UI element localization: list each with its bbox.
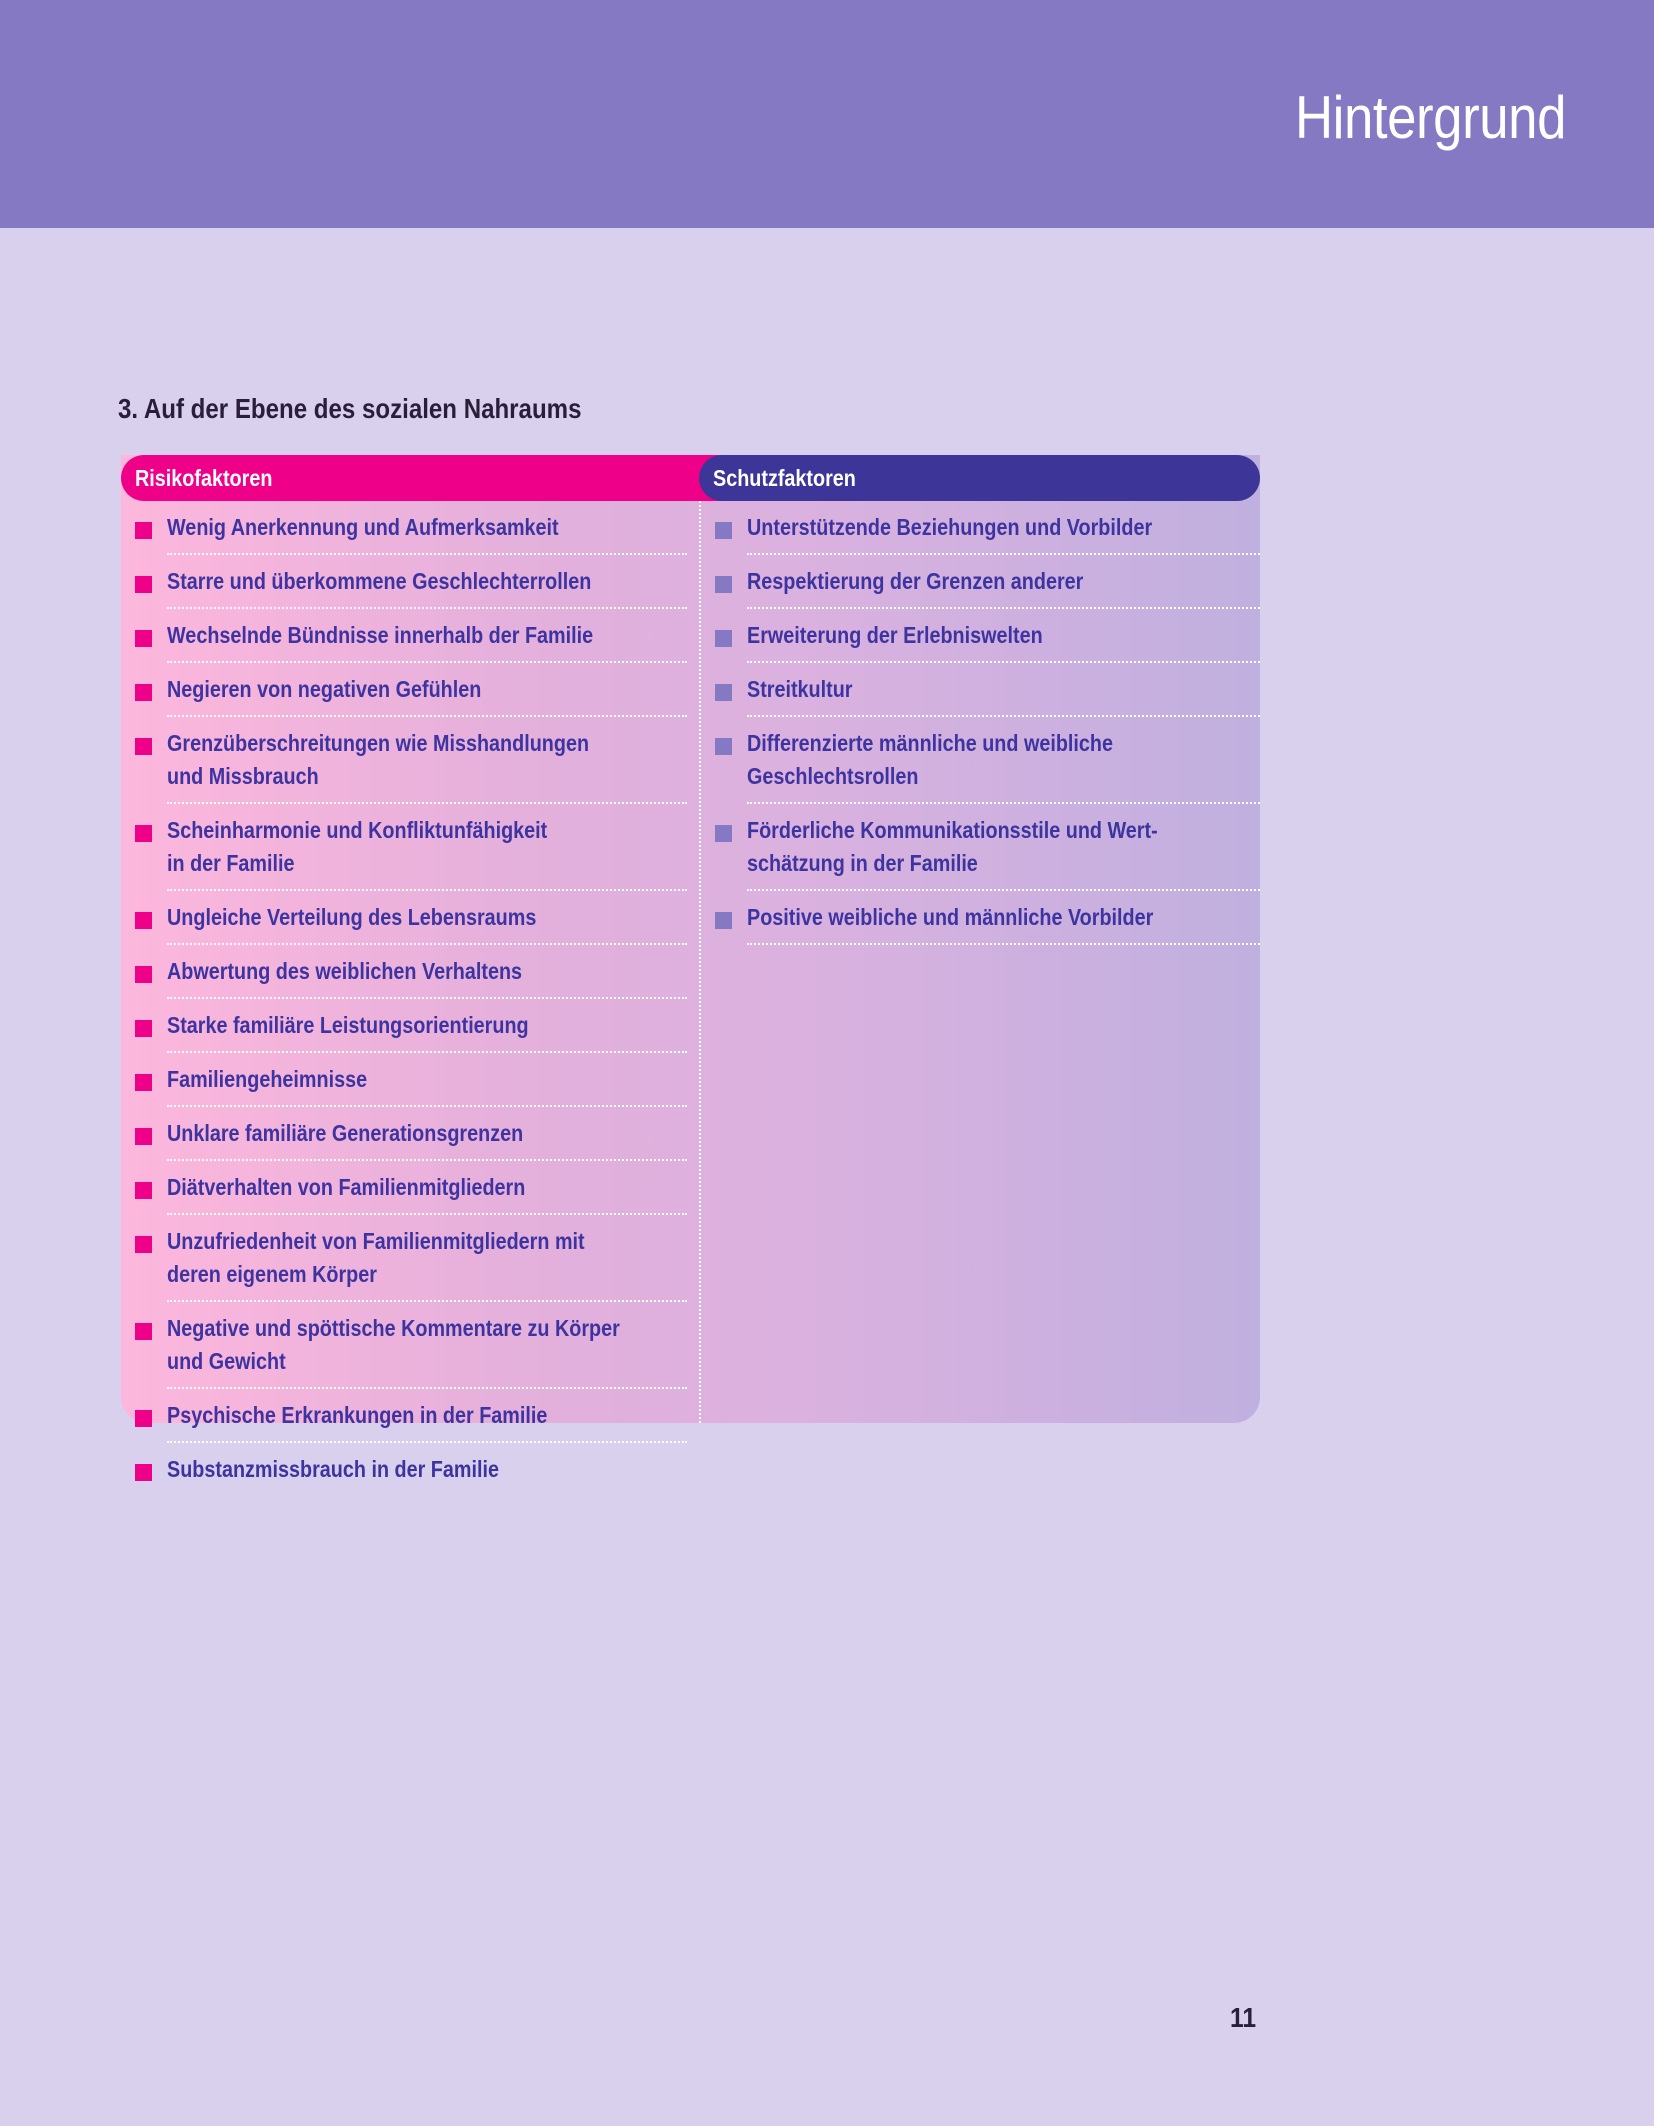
square-bullet-icon — [715, 825, 732, 842]
risk-factor-text — [167, 673, 481, 706]
protect-factor-item — [701, 609, 1260, 663]
risk-factor-item — [121, 891, 687, 945]
risk-factor-text — [167, 511, 559, 544]
risk-factor-text — [167, 1117, 523, 1150]
page-title: Hintergrund — [1294, 84, 1566, 151]
risk-factor-line: Negative und spöttische Kommentare zu Körper — [167, 1315, 620, 1341]
risk-factor-line: Unklare familiäre Generationsgrenzen — [167, 1120, 524, 1146]
risk-factor-item — [121, 717, 687, 804]
risk-column-header — [121, 455, 721, 501]
square-bullet-icon — [135, 1323, 152, 1340]
square-bullet-icon — [135, 522, 152, 539]
risk-factor-text — [167, 1453, 499, 1486]
square-bullet-icon — [135, 1128, 152, 1145]
risk-factor-item — [121, 1053, 687, 1107]
square-bullet-icon — [135, 825, 152, 842]
risk-factor-item — [121, 609, 687, 663]
square-bullet-icon — [135, 1074, 152, 1091]
square-bullet-icon — [715, 912, 732, 929]
risk-factor-line: in der Familie — [167, 850, 295, 876]
risk-factor-text — [167, 727, 589, 793]
risk-factor-item — [121, 1215, 687, 1302]
risk-column-title: Risikofaktoren — [135, 465, 273, 491]
risk-factor-line: Unzufriedenheit von Familienmitgliedern mit — [167, 1228, 585, 1254]
risk-factor-text — [167, 1399, 547, 1432]
factors-table — [121, 455, 1260, 1482]
risk-factor-text — [167, 1009, 529, 1042]
protect-factor-list — [701, 501, 1260, 945]
protect-factor-line: Streitkultur — [747, 676, 853, 702]
risk-factor-line: und Missbrauch — [167, 763, 319, 789]
protect-factor-text — [747, 565, 1083, 598]
risk-factor-text — [167, 1171, 525, 1204]
risk-factor-item — [121, 999, 687, 1053]
square-bullet-icon — [715, 576, 732, 593]
protect-factor-item — [701, 804, 1260, 891]
square-bullet-icon — [135, 630, 152, 647]
risk-factor-item — [121, 1443, 687, 1497]
square-bullet-icon — [135, 966, 152, 983]
risk-factor-text — [167, 901, 536, 934]
risk-factor-item — [121, 804, 687, 891]
risk-factor-text — [167, 955, 522, 988]
protect-factor-line: schätzung in der Familie — [747, 850, 978, 876]
risk-factor-text — [167, 619, 593, 652]
risk-factor-line: Negieren von negativen Gefühlen — [167, 676, 482, 702]
risk-factor-text — [167, 1063, 367, 1096]
risk-factor-line: Starke familiäre Leistungsorientierung — [167, 1012, 529, 1038]
square-bullet-icon — [715, 522, 732, 539]
risk-factor-item — [121, 663, 687, 717]
risk-factor-line: Diätverhalten von Familienmitgliedern — [167, 1174, 526, 1200]
page-number: 11 — [1230, 2002, 1257, 2033]
square-bullet-icon — [135, 1236, 152, 1253]
risk-factor-item — [121, 1389, 687, 1443]
square-bullet-icon — [135, 738, 152, 755]
risk-factor-item — [121, 1161, 687, 1215]
risk-factor-line: Familiengeheimnisse — [167, 1066, 368, 1092]
risk-factor-list — [121, 501, 687, 1497]
risk-factor-line: Ungleiche Verteilung des Lebensraums — [167, 904, 537, 930]
protect-factor-line: Unterstützende Beziehungen und Vorbilder — [747, 514, 1153, 540]
protect-factor-line: Positive weibliche und männliche Vorbilder — [747, 904, 1154, 930]
protect-factor-line: Respektierung der Grenzen anderer — [747, 568, 1084, 594]
risk-factor-line: Wechselnde Bündnisse innerhalb der Familie — [167, 622, 594, 648]
square-bullet-icon — [135, 912, 152, 929]
risk-factor-line: Scheinharmonie und Konfliktunfähigkeit — [167, 817, 548, 843]
protect-factor-line: Förderliche Kommunikationsstile und Wert- — [747, 817, 1158, 843]
risk-factor-item — [121, 1107, 687, 1161]
square-bullet-icon — [135, 1182, 152, 1199]
protect-factor-item — [701, 891, 1260, 945]
protect-column-header — [699, 455, 1260, 501]
protect-factor-text — [747, 673, 853, 706]
risk-factor-item — [121, 1302, 687, 1389]
protect-factor-line: Differenzierte männliche und weibliche — [747, 730, 1114, 756]
protect-column-title: Schutzfaktoren — [713, 465, 856, 491]
protect-factor-item — [701, 501, 1260, 555]
square-bullet-icon — [715, 738, 732, 755]
risk-factor-line: Psychische Erkrankungen in der Familie — [167, 1402, 548, 1428]
protect-factor-line: Geschlechtsrollen — [747, 763, 919, 789]
risk-factor-line: Substanzmissbrauch in der Familie — [167, 1456, 499, 1482]
risk-factor-line: Starre und überkommene Geschlechterrollen — [167, 568, 592, 594]
risk-factor-text — [167, 565, 591, 598]
risk-factor-text — [167, 1312, 620, 1378]
risk-factor-item — [121, 501, 687, 555]
risk-factor-item — [121, 555, 687, 609]
protect-factor-text — [747, 814, 1158, 880]
risk-factor-line: und Gewicht — [167, 1348, 286, 1374]
header-band — [0, 0, 1654, 228]
protect-factor-text — [747, 619, 1043, 652]
risk-factor-text — [167, 814, 547, 880]
protect-factor-text — [747, 511, 1152, 544]
square-bullet-icon — [135, 1464, 152, 1481]
protect-factor-item — [701, 555, 1260, 609]
risk-factor-line: Wenig Anerkennung und Aufmerksamkeit — [167, 514, 559, 540]
square-bullet-icon — [135, 684, 152, 701]
section-heading: 3. Auf der Ebene des sozialen Nahraums — [118, 393, 582, 424]
risk-factor-item — [121, 945, 687, 999]
protect-factor-text — [747, 901, 1153, 934]
protect-factor-text — [747, 727, 1113, 793]
square-bullet-icon — [135, 1410, 152, 1427]
risk-factor-line: Abwertung des weiblichen Verhaltens — [167, 958, 523, 984]
square-bullet-icon — [135, 576, 152, 593]
risk-factor-line: Grenzüberschreitungen wie Misshandlungen — [167, 730, 590, 756]
protect-factor-item — [701, 717, 1260, 804]
protect-factor-line: Erweiterung der Erlebniswelten — [747, 622, 1043, 648]
risk-factor-line: deren eigenem Körper — [167, 1261, 377, 1287]
square-bullet-icon — [715, 684, 732, 701]
protect-factor-item — [701, 663, 1260, 717]
square-bullet-icon — [715, 630, 732, 647]
risk-factor-text — [167, 1225, 585, 1291]
square-bullet-icon — [135, 1020, 152, 1037]
